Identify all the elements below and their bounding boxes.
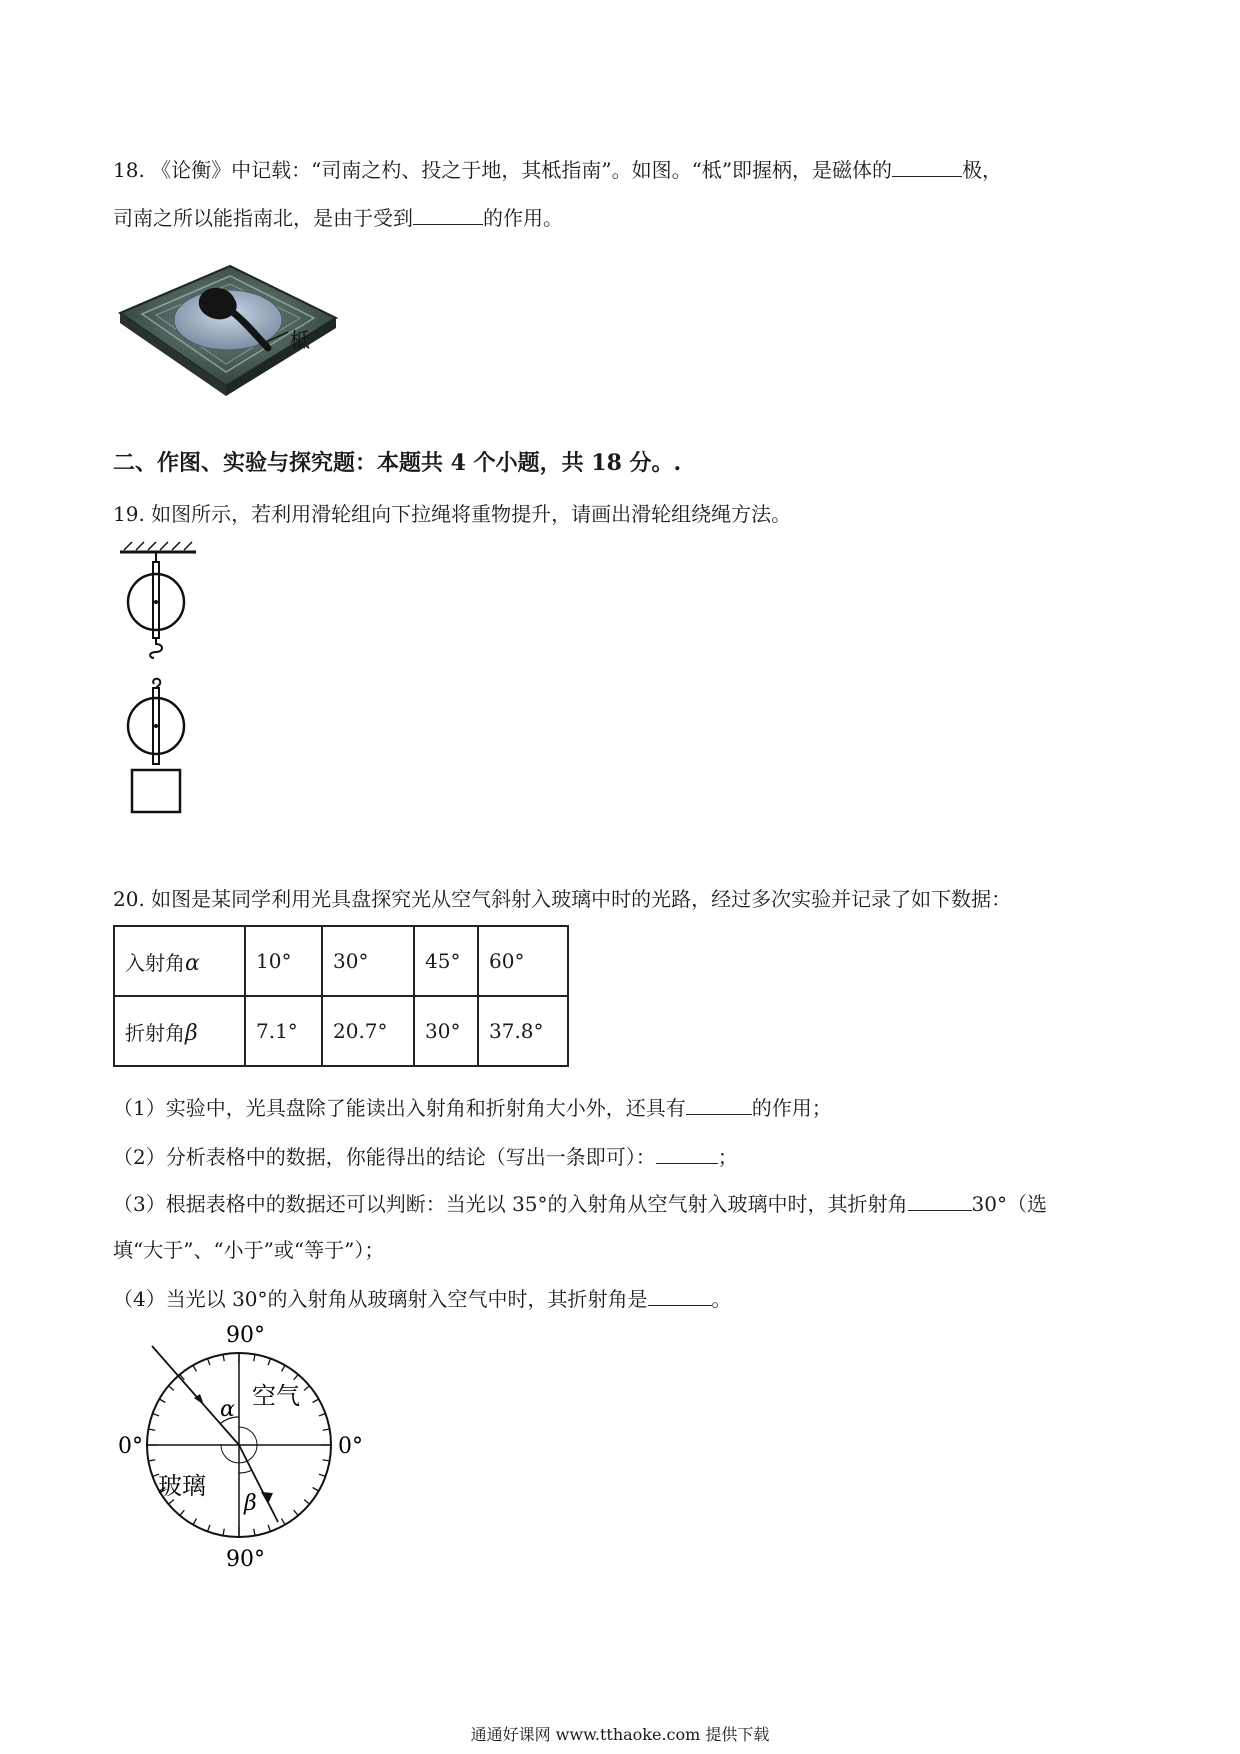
tick-mark [282,1519,286,1525]
tick-mark [294,1375,298,1380]
q20-part1-text: （1）实验中，光具盘除了能读出入射角和折射角大小外，还具有 [113,1096,686,1120]
q18-text-part3: 司南之所以能指南北，是由于受到 [113,206,413,230]
tick-mark [294,1510,298,1515]
tick-mark [169,1386,174,1390]
q19-text: 19. 如图所示，若利用滑轮组向下拉绳将重物提升，请画出滑轮组绕绳方法。 [113,502,792,526]
tick-mark [319,1414,326,1416]
q20-part2-tail: ； [717,1145,738,1169]
tick-mark [193,1519,197,1525]
table-cell: 60° [478,926,568,996]
label-right-0: 0° [338,1434,363,1459]
tick-mark [282,1365,286,1371]
tick-mark [254,1529,255,1536]
tick-mark [208,1359,210,1366]
q20-part3-text: （3）根据表格中的数据还可以判断：当光以 35°的入射角从空气射入玻璃中时，其折射角 [113,1192,908,1216]
tick-mark [148,1429,155,1430]
label-alpha: α [220,1397,235,1422]
tick-mark [304,1500,309,1504]
tick-mark [169,1500,174,1504]
table-cell: 30° [322,926,414,996]
table-header-cell [114,926,245,996]
q20-part3-line2: 填“大于”、“小于”或“等于”）； [113,1238,385,1262]
label-beta: β [244,1491,257,1516]
q18-text-part1: 18. 《论衡》中记载：“司南之杓、投之于地，其柢指南”。如图。“柢”即握柄，是磁体的 [113,158,893,182]
q20-part3-tail: 30°（选 [971,1192,1047,1216]
tick-mark [159,1399,165,1403]
q20-blank4[interactable] [648,1285,712,1306]
tick-mark [304,1386,309,1390]
q20-blank3[interactable] [908,1190,972,1211]
q18-blank1[interactable] [892,156,962,177]
q20-blank1[interactable] [686,1094,752,1115]
weight-block [132,770,180,812]
q20-intro: 20. 如图是某同学利用光具盘探究光从空气斜射入玻璃中时的光路，经过多次实验并记录了如下数据： [113,887,1012,911]
table-cell: 45° [414,926,478,996]
pulley-diagram [112,540,202,822]
beta-symbol: β [185,1020,198,1046]
refracted-arrow-icon [261,1492,273,1504]
q20-part3 [113,1190,1047,1218]
tick-mark [223,1529,224,1536]
q20-part4 [113,1285,732,1313]
q20-part1-tail: 的作用； [751,1096,832,1120]
tick-mark [313,1488,319,1492]
tick-mark [268,1359,270,1366]
tick-mark [319,1474,326,1476]
q20-part4-tail: 。 [711,1287,732,1311]
tick-mark [208,1525,210,1532]
q20-part1 [113,1094,832,1122]
tick-mark [254,1354,255,1361]
table-header-cell [114,996,245,1066]
table-row [114,926,568,996]
q20-part2 [113,1143,738,1171]
q20-part2-text: （2）分析表格中的数据，你能得出的结论（写出一条即可）： [113,1145,656,1169]
label-top-90: 90° [226,1323,265,1348]
compass-handle-label: 柢 [290,328,310,352]
tick-mark [180,1510,184,1515]
q20-part4-text: （4）当光以 30°的入射角从玻璃射入空气中时，其折射角是 [113,1287,648,1311]
q18-text-part4: 的作用。 [483,206,563,230]
label-left-0: 0° [118,1434,143,1459]
tick-mark [193,1365,197,1371]
label-air: 空气 [252,1382,300,1410]
table-cell: 20.7° [322,996,414,1066]
tick-mark [313,1399,319,1403]
label-glass: 玻璃 [158,1472,206,1500]
tick-mark [153,1414,160,1416]
table-cell: 10° [245,926,322,996]
alpha-symbol: α [185,950,200,976]
incident-angle-label: 入射角 [125,950,185,975]
refraction-angle-label: 折射角 [125,1020,185,1045]
optical-disc-diagram [110,1322,370,1572]
table-cell: 7.1° [245,996,322,1066]
data-table [113,925,569,1067]
q20-blank2[interactable] [656,1143,718,1164]
q18-line1 [113,156,1002,184]
tick-mark [268,1525,270,1532]
incident-ray [152,1346,239,1445]
section-heading: 二、作图、实验与探究题：本题共 4 个小题，共 18 分。. [113,450,682,476]
page-footer: 通通好课网 www.tthaoke.com 提供下载 [470,1725,770,1744]
tick-mark [148,1460,155,1461]
q18-line2 [113,204,563,232]
tick-mark [323,1429,330,1430]
label-bottom-90: 90° [226,1547,265,1572]
table-cell: 37.8° [478,996,568,1066]
table-row [114,996,568,1066]
compass-image [118,258,368,398]
q18-blank2[interactable] [413,204,483,225]
tick-mark [223,1354,224,1361]
beta-arc [239,1470,252,1473]
q18-text-part2: 极， [962,158,1003,182]
table-cell: 30° [414,996,478,1066]
tick-mark [323,1460,330,1461]
